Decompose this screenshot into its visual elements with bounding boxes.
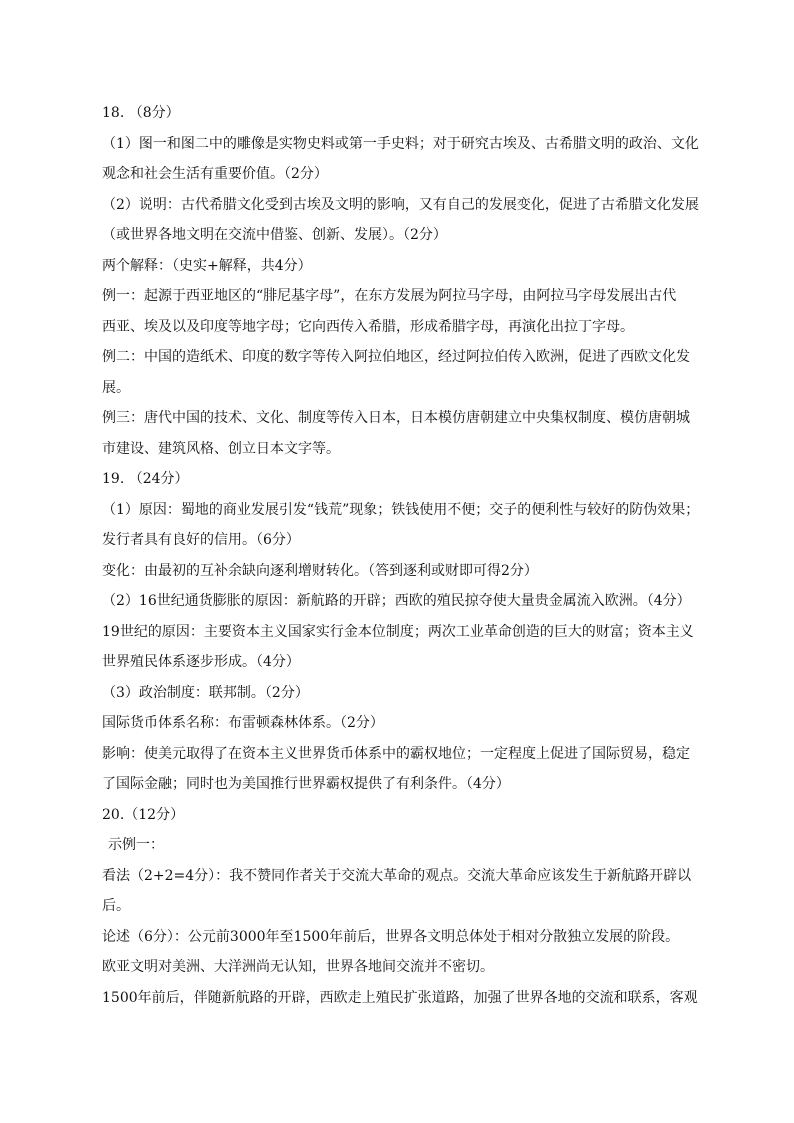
q20-view-line1: 看法（2+2=4分）：我不赞同作者关于交流大革命的观点。交流大革命应该发生于新航路开辟以 [102, 867, 692, 884]
q18-example1-line2: 西亚、埃及以及印度等地字母；它向西传入希腊，形成希腊字母，再演化出拉丁字母。 [102, 318, 634, 335]
q19-part3-impact-line2: 了国际金融；同时也为美国推行世界霸权提供了有利条件。（4分） [102, 776, 510, 792]
q19-part3-monetary-system: 国际货币体系名称：布雷顿森林体系。（2分） [102, 715, 384, 731]
q19-heading: 19. （24分） [102, 471, 189, 487]
q18-example2-line2: 展。 [102, 379, 130, 396]
q19-part1-line1: （1）原因：蜀地的商业发展引发“钱荒”现象；铁钱使用不便；交子的便利性与较好的防伪效果； [102, 501, 700, 518]
q18-example3-line2: 市建设、建筑风格、创立日本文字等。 [102, 440, 340, 457]
q18-example1-line1: 例一：起源于西亚地区的“腓尼基字母”，在东方发展为阿拉马字母，由阿拉马字母发展出古代 [102, 288, 677, 304]
q18-part1-line2: 观念和社会生活有重要价值。（2分） [102, 166, 328, 182]
q18-heading: 18. （8分） [102, 105, 180, 121]
answer-document [102, 98, 702, 1013]
q19-part1-line2: 发行者具有良好的信用。（6分） [102, 532, 300, 548]
q20-heading: 20.（12分） [102, 806, 185, 823]
q19-part2-line2: 19世纪的原因：主要资本主义国家实行金本位制度；两次工业革命创造的巨大的财富；资本主义 [102, 623, 694, 640]
q19-part3-political: （3）政治制度：联邦制。（2分） [102, 684, 309, 701]
q18-example3-line1: 例三：唐代中国的技术、文化、制度等传入日本，日本模仿唐朝建立中央集权制度、模仿唐朝城 [102, 410, 690, 426]
q18-part1-line1: （1）图一和图二中的雕像是实物史料或第一手史料；对于研究古埃及、古希腊文明的政治、文化 [102, 135, 699, 152]
q20-view-line2: 后。 [102, 898, 130, 914]
q20-argument-line1: 论述（6分）：公元前3000年至1500年前后，世界各文明总体处于相对分散独立发展的阶段。 [102, 928, 680, 945]
q18-example2-line1: 例二：中国的造纸术、印度的数字等传入阿拉伯地区，经过阿拉伯传入欧洲，促进了西欧文化发 [102, 349, 690, 365]
q19-part2-line1: （2）16世纪通货膨胀的原因：新航路的开辟；西欧的殖民掠夺使大量贵金属流入欧洲。（4分） [102, 593, 691, 609]
q20-argument-line3: 1500年前后，伴随新航路的开辟，西欧走上殖民扩张道路，加强了世界各地的交流和联系，客观 [102, 989, 698, 1006]
q18-part2-line1: （2）说明：古代希腊文化受到古埃及文明的影响，又有自己的发展变化，促进了古希腊文化发展 [102, 196, 699, 213]
q18-part2-line2: （或世界各地文明在交流中借鉴、创新、发展）。（2分） [102, 227, 447, 243]
q19-part2-line3: 世界殖民体系逐步形成。（4分） [102, 654, 300, 670]
q19-change: 变化：由最初的互补余缺向逐利增财转化。（答到逐利或财即可得2分） [102, 562, 538, 579]
q19-part3-impact-line1: 影响：使美元取得了在资本主义世界货币体系中的霸权地位；一定程度上促进了国际贸易，稳定 [102, 745, 690, 762]
q20-argument-line2: 欧亚文明对美洲、大洋洲尚无认知，世界各地间交流并不密切。 [102, 959, 494, 975]
q20-example-label: 示例一： [108, 837, 164, 853]
q18-explanations-heading: 两个解释：（史实+解释，共4分） [102, 257, 312, 274]
